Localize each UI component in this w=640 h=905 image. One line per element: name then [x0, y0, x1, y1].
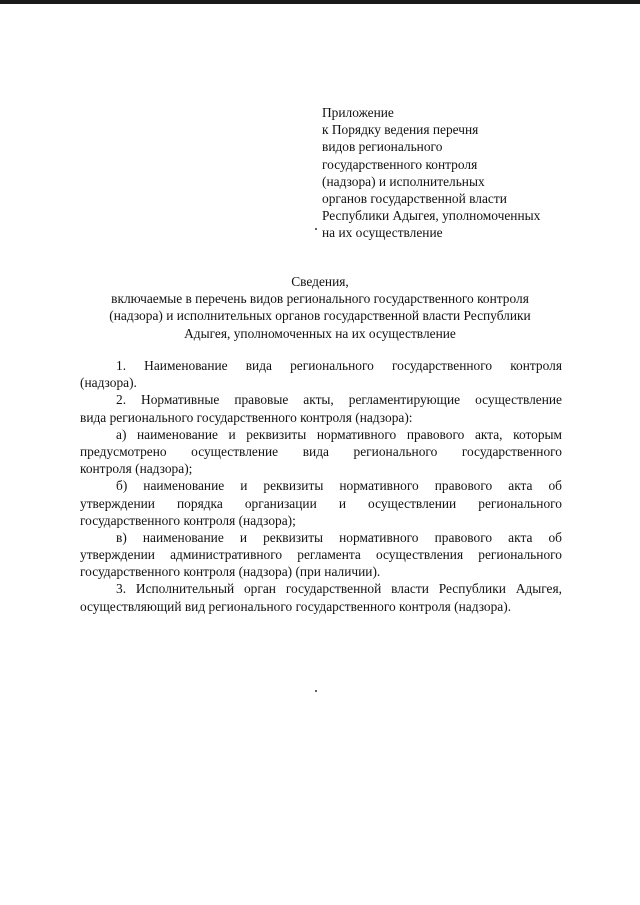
appendix-line: видов регионального	[322, 139, 443, 155]
paragraph-line: контроля (надзора);	[80, 461, 193, 477]
appendix-line: Республики Адыгея, уполномоченных	[322, 208, 541, 224]
title-line: (надзора) и исполнительных органов государственной власти Республики	[109, 308, 531, 324]
document-body	[80, 357, 562, 615]
appendix-header	[322, 104, 582, 242]
appendix-line: государственного контроля	[322, 156, 478, 172]
paragraph-line: 1. Наименование вида регионального государственного контроля	[116, 358, 562, 373]
paragraph-line: а) наименование и реквизиты нормативного правового акта, которым	[116, 426, 562, 442]
paragraph-line: утверждении порядка организации и осуществлении регионального	[80, 495, 562, 511]
paragraph-line: (надзора).	[80, 375, 137, 391]
appendix-line: (надзора) и исполнительных	[322, 173, 485, 189]
paragraph-line: осуществляющий вид регионального государственного контроля (надзора).	[80, 598, 512, 614]
appendix-line: к Порядку ведения перечня	[322, 122, 479, 138]
appendix-line: на их осуществление	[322, 225, 443, 241]
paragraph-line: 2. Нормативные правовые акты, регламентирующие осуществление	[116, 392, 562, 408]
title-line: включаемые в перечень видов регионального государственного контроля	[111, 291, 529, 307]
paragraph-line: б) наименование и реквизиты нормативного правового акта об	[116, 478, 562, 494]
paragraph-line: государственного контроля (надзора) (при наличии).	[80, 564, 381, 580]
paragraph-line: вида регионального государственного контроля (надзора):	[80, 409, 413, 425]
document-title	[78, 273, 562, 342]
appendix-line: Приложение	[322, 105, 394, 120]
paragraph-line: предусмотрено осуществление вида регионального государственного	[80, 443, 562, 459]
paragraph-line: 3. Исполнительный орган государственной власти Республики Адыгея,	[116, 581, 562, 597]
paragraph-line: утверждении административного регламента осуществления регионального	[80, 547, 562, 563]
scan-speck	[315, 690, 317, 692]
scan-speck	[315, 228, 317, 230]
paragraph-line: государственного контроля (надзора);	[80, 512, 296, 528]
appendix-line: органов государственной власти	[322, 191, 507, 207]
title-heading: Сведения,	[291, 274, 349, 289]
paragraph-line: в) наименование и реквизиты нормативного правового акта об	[116, 529, 562, 545]
title-line: Адыгея, уполномоченных на их осуществление	[184, 325, 456, 341]
